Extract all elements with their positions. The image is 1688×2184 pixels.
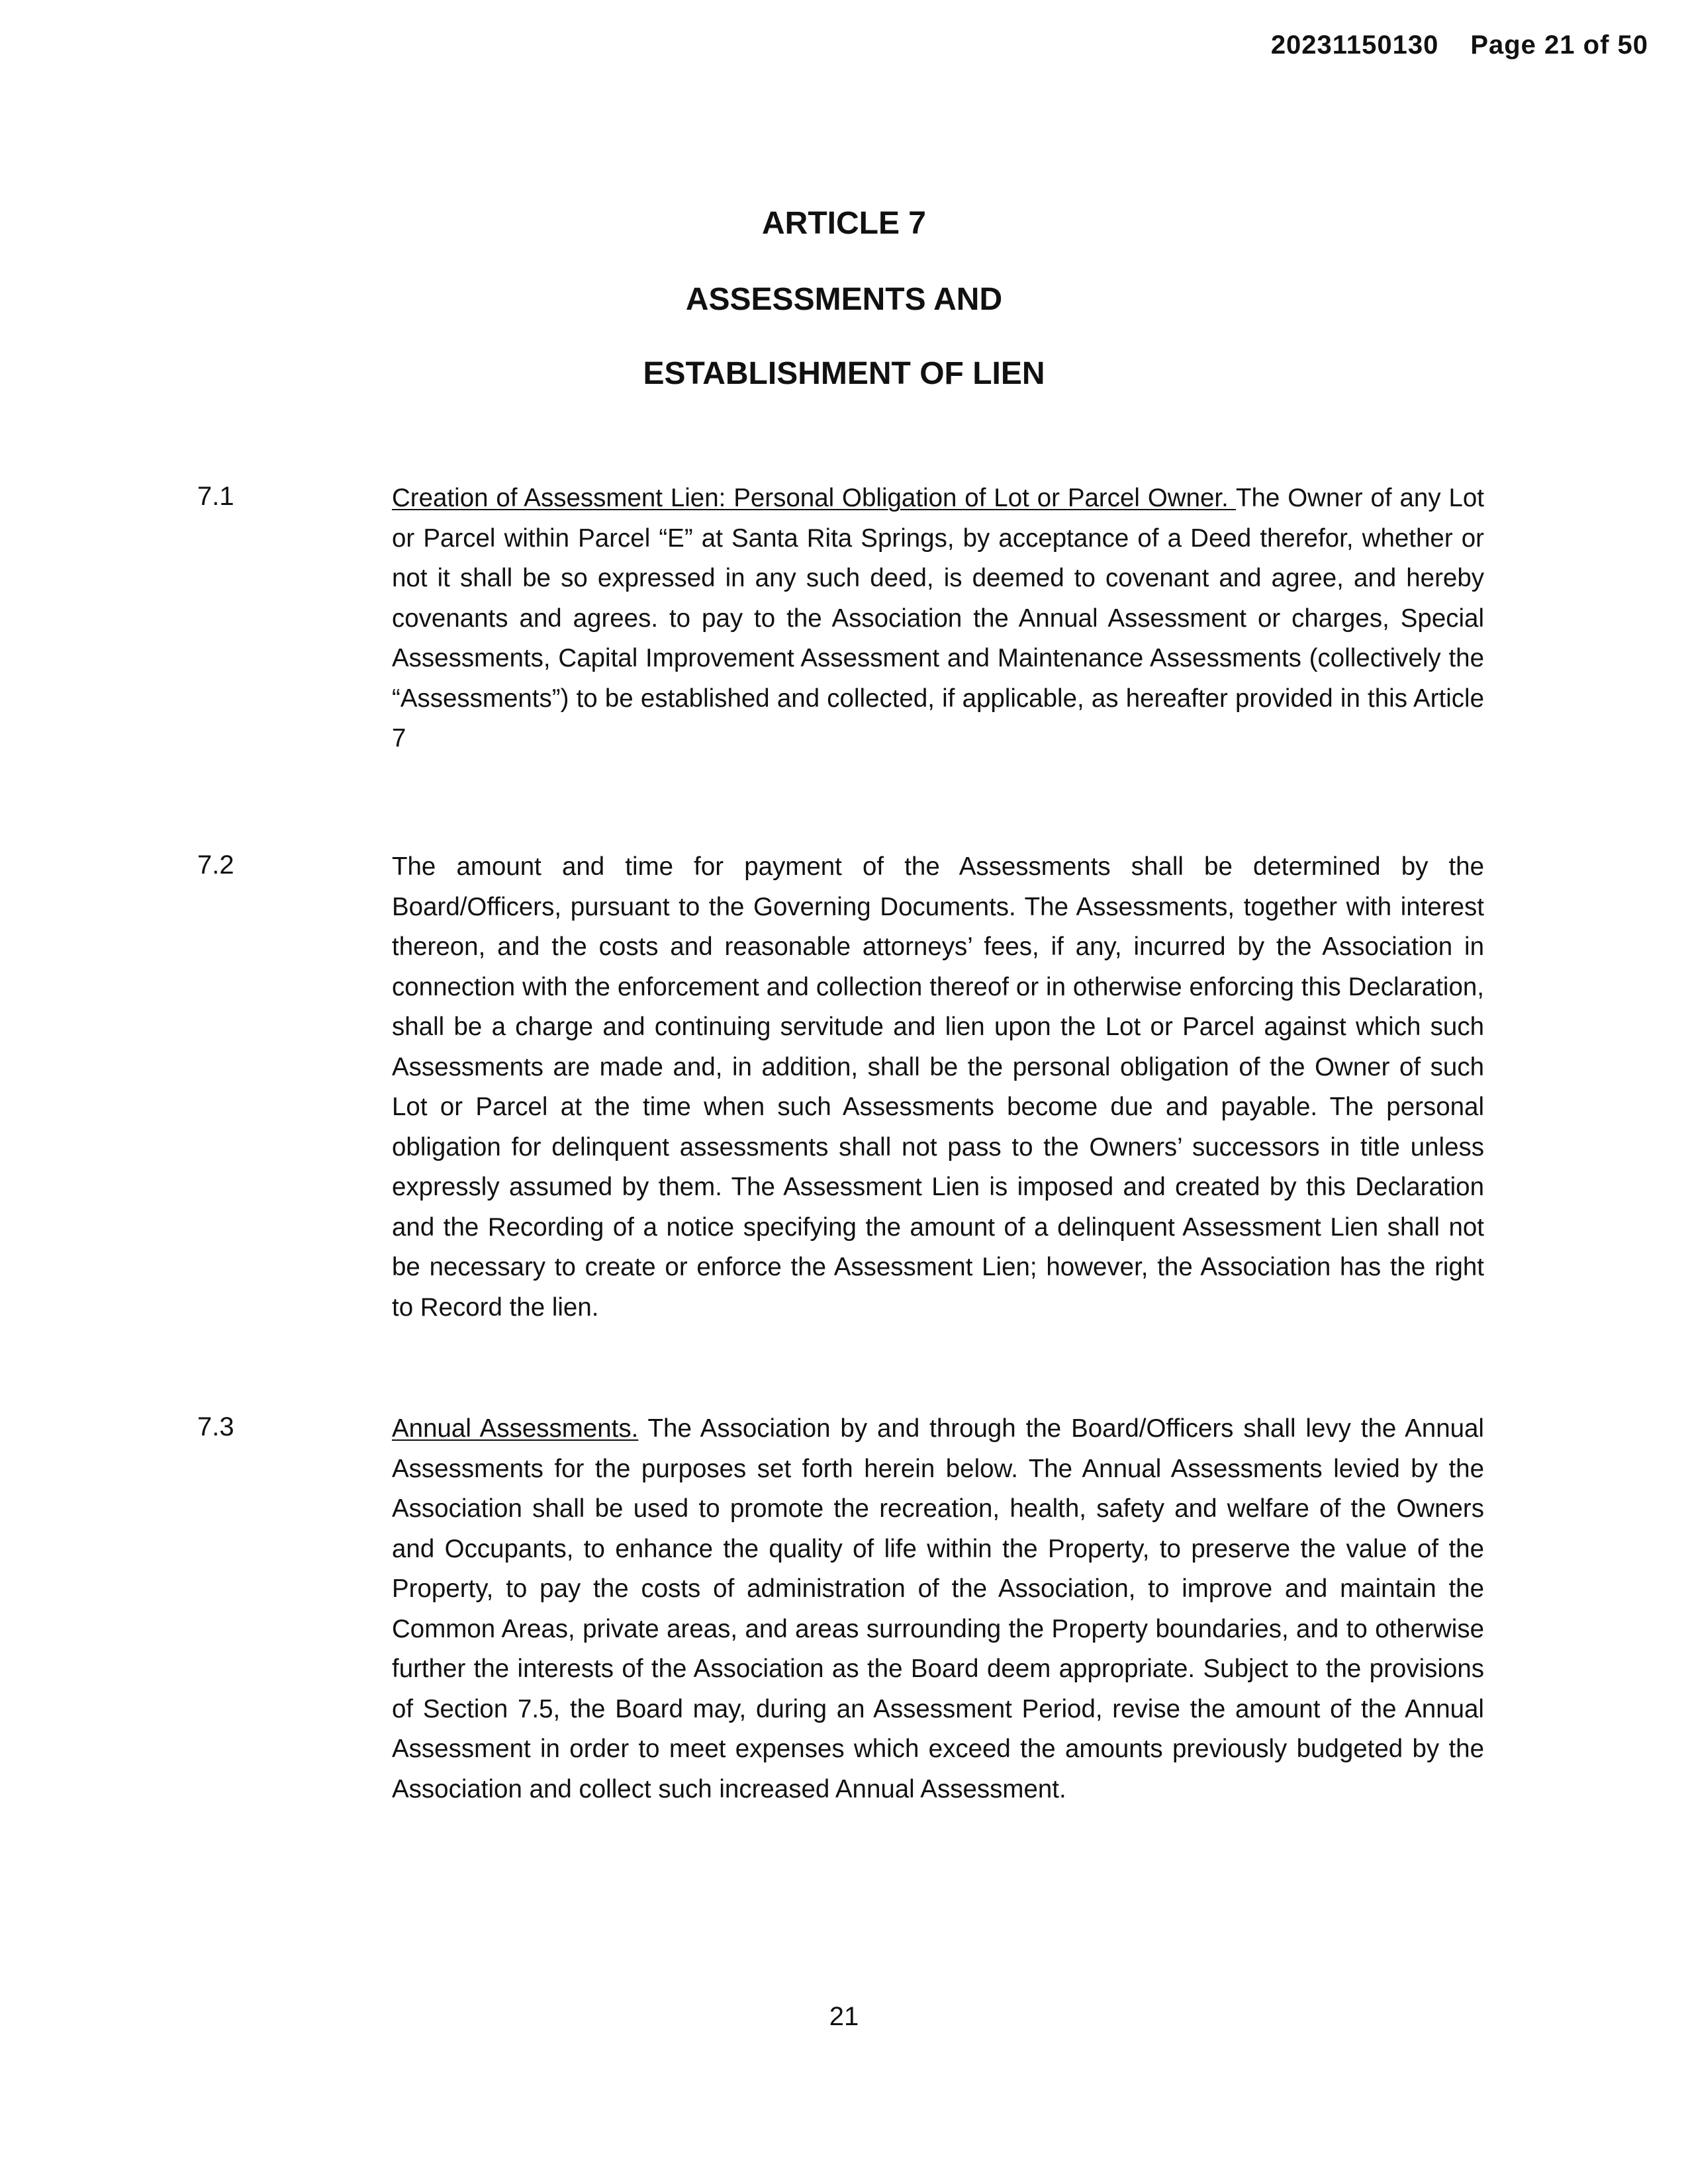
page-label: Page 21 of 50 xyxy=(1470,30,1648,60)
document-number: 20231150130 xyxy=(1270,30,1439,60)
section-number-7-1: 7.1 xyxy=(197,482,234,511)
article-subtitle-line2: ESTABLISHMENT OF LIEN xyxy=(643,356,1045,391)
section-number-7-2: 7.2 xyxy=(197,850,234,880)
page-number: 21 xyxy=(829,2002,859,2031)
section-7-2-text: The amount and time for payment of the Assessments shall be determined by the Board/Officers, pursuant to the Governing Documents. The Assessments, together with interest thereon, and the costs and reasonable attorneys’ fees, if any, incurred by the Association in connection with the enforcement and collection thereof or in otherwise enforcing this Declaration, shall be a charge and continuing servitude and lien upon the Lot or Parcel against which such Assessments are made and, in addition, shall be the personal obligation of the Owner of such Lot or Parcel at the time when such Assessments become due and payable. The personal obligation for delinquent assessments shall not pass to the Owners’ successors in title unless expressly assumed by them. The Assessment Lien is imposed and created by this Declaration and the Recording of a notice specifying the amount of a delinquent Assessment Lien shall not be necessary to create or enforce the Assessment Lien; however, the Association has the right to Record the lien. xyxy=(392,852,1484,1322)
section-7-1-text: The Owner of any Lot or Parcel within Parcel “E” at Santa Rita Springs, by acceptance of a Deed therefor, whether or not it shall be so expressed in any such deed, is deemed to covenant and agree, and hereby covenants and agrees. to pay to the Association the Annual Assessment or charges, Special Assessments, Capital Improvement Assessment and Maintenance Assessments (collectively the “Assessments”) to be established and collected, if applicable, as hereafter provided in this Article 7 xyxy=(392,484,1484,752)
article-title: ARTICLE 7 xyxy=(761,206,926,241)
article-subtitle-line1: ASSESSMENTS AND xyxy=(685,282,1003,317)
section-7-2-body xyxy=(392,847,1484,1328)
page-header xyxy=(1271,30,1648,60)
section-7-1-title: Creation of Assessment Lien: Personal Obligation of Lot or Parcel Owner. xyxy=(392,484,1236,512)
section-7-1-body xyxy=(392,478,1484,759)
section-7-3-text: The Association by and through the Board/Officers shall levy the Annual Assessments for the purposes set forth herein below. The Annual Assessments levied by the Association shall be used to promote the recreation, health, safety and welfare of the Owners and Occupants, to enhance the quality of life within the Property, to preserve the value of the Property, to pay the costs of administration of the Association, to improve and maintain the Common Areas, private areas, and areas surrounding the Property boundaries, and to otherwise further the interests of the Association as the Board deem appropriate. Subject to the provisions of Section 7.5, the Board may, during an Assessment Period, revise the amount of the Annual Assessment in order to meet expenses which exceed the amounts previously budgeted by the Association and collect such increased Annual Assessment. xyxy=(392,1414,1484,1803)
section-7-3-body xyxy=(392,1409,1484,1809)
section-7-3-title: Annual Assessments. xyxy=(392,1414,639,1443)
section-number-7-3: 7.3 xyxy=(197,1412,234,1441)
